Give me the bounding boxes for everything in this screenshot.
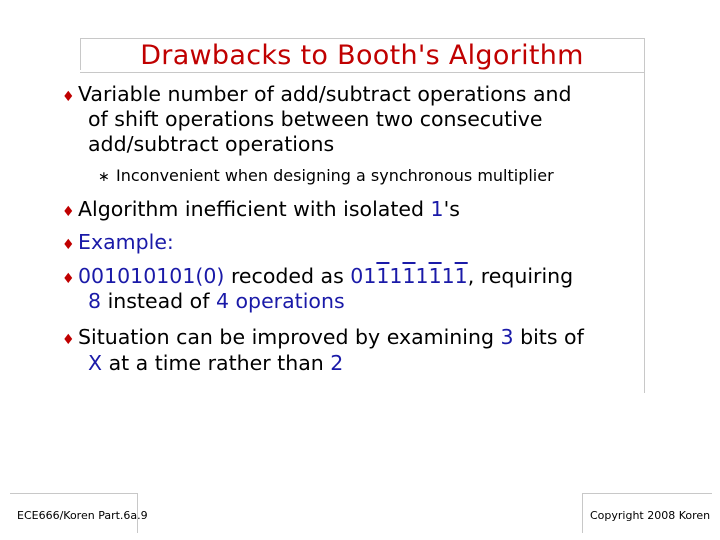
footer-right-rule	[582, 493, 712, 494]
bullet-4-line-2	[88, 289, 345, 314]
ops-count-4: 4	[215, 289, 229, 313]
ops-count-8: 8	[88, 289, 102, 313]
bullet-4-line-2-post: operations	[229, 289, 345, 313]
diamond-bullet-icon: ♦	[62, 332, 75, 348]
footer-right-tick	[582, 493, 583, 533]
bullet-4	[62, 264, 573, 292]
bullet-4-mid: recoded as	[224, 264, 351, 288]
recoded-digit: 01	[350, 264, 377, 288]
bullet-5	[62, 325, 584, 353]
sub-bullet-1	[98, 166, 554, 187]
bullet-5-number: 3	[500, 325, 514, 349]
bullet-1-line-1: Variable number of add/subtract operations and	[78, 82, 572, 106]
bullet-4-line-2-mid: instead of	[101, 289, 216, 313]
bullet-3-text: Example:	[78, 230, 174, 254]
bullet-5-line-2-mid: at a time rather than	[102, 351, 331, 375]
recoded-digit: 1	[389, 264, 403, 288]
title-underline	[80, 72, 644, 73]
bullet-5-line-2-number: 2	[330, 351, 344, 375]
bullet-5-text: Situation can be improved by examining	[78, 325, 501, 349]
slide-title: Drawbacks to Booth's Algorithm	[140, 40, 584, 71]
variable-x: X	[88, 351, 103, 375]
frame-top-rule	[80, 38, 644, 39]
bullet-4-post: , requiring	[467, 264, 574, 288]
bullet-2-number: 1	[430, 197, 444, 221]
footer-course-label: ECE666/Koren Part.6a.9	[17, 509, 148, 522]
recoded-digit-negative: 1	[376, 264, 390, 288]
bullet-5-post: bits of	[513, 325, 584, 349]
diamond-bullet-icon: ♦	[62, 237, 75, 253]
recoded-digit-negative: 1	[428, 264, 442, 288]
bullet-2-text: Algorithm inefficient with isolated	[78, 197, 431, 221]
bullet-1	[62, 82, 572, 110]
sub-bullet-1-text: Inconvenient when designing a synchronous multiplier	[116, 166, 554, 185]
diamond-bullet-icon: ♦	[62, 89, 75, 105]
bullet-1-line-3: add/subtract operations	[88, 132, 335, 156]
bullet-2	[62, 197, 460, 225]
footer-copyright: Copyright 2008 Koren	[590, 509, 711, 522]
bullet-4-code: 001010101(0)	[78, 264, 225, 288]
bullet-2-suffix: 's	[443, 197, 460, 221]
diamond-bullet-icon: ♦	[62, 204, 75, 220]
asterisk-bullet-icon: ∗	[98, 169, 110, 185]
diamond-bullet-icon: ♦	[62, 271, 75, 287]
recoded-digit: 1	[415, 264, 429, 288]
frame-right-rule	[644, 38, 645, 393]
recoded-digit-negative: 1	[402, 264, 416, 288]
bullet-3	[62, 230, 174, 258]
recoded-digit: 1	[441, 264, 455, 288]
bullet-5-line-2	[88, 351, 343, 376]
recoded-digits	[350, 264, 467, 288]
bullet-1-line-2: of shift operations between two consecutive	[88, 107, 543, 131]
recoded-digit-negative: 1	[454, 264, 468, 288]
footer-left-rule	[10, 493, 138, 494]
